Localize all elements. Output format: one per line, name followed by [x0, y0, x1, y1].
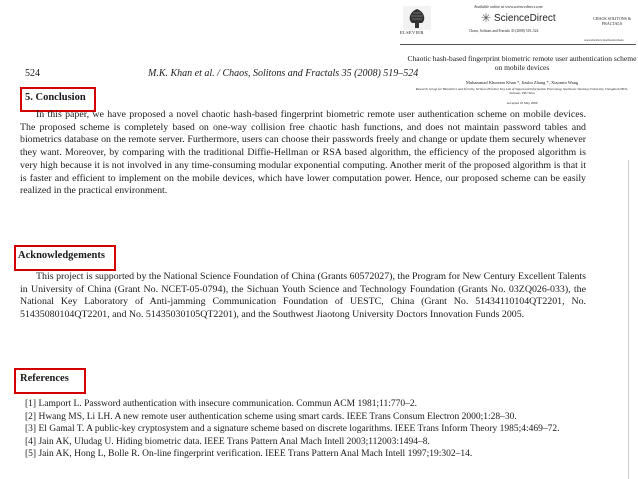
sciencedirect-logo-icon: ✳: [481, 11, 492, 25]
journal-title: CHAOS SOLITONS & FRACTALS: [593, 16, 631, 27]
article-title: Chaotic hash-based fingerprint biometric remote user authentication scheme on mobile devices: [407, 54, 637, 73]
running-head: M.K. Khan et al. / Chaos, Solitons and Fractals 35 (2008) 519–524: [148, 68, 419, 79]
reference-item: [3] El Gamal T. A public-key cryptosystem and a signature scheme based on discrete logarithms. IEEE Trans Inform Theory 1985;4:469–72.: [25, 424, 560, 434]
accepted-date: Accepted 22 May 2006: [506, 101, 538, 105]
reference-item: [2] Hwang MS, Li LH. A new remote user authentication scheme using smart cards. IEEE Trans Consum Electron 2000;1:28–30.: [25, 411, 517, 422]
sciencedirect-wordmark: ScienceDirect: [494, 13, 556, 24]
article-authors: Muhammad Khurram Khan *, Jiashu Zhang *, Xiaomin Wang: [465, 80, 579, 85]
references-heading: References: [20, 373, 69, 384]
availability-note: Available online at www.sciencedirect.com: [474, 4, 543, 9]
elsevier-tree-logo: [403, 6, 431, 30]
page-number: 524: [25, 68, 40, 79]
journal-info: Chaos, Solitons and Fractals 35 (2008) 519–524: [469, 29, 539, 33]
inset-divider: [400, 44, 636, 45]
section-number: 5.: [25, 92, 33, 103]
reference-item: [5] Jain AK, Hong L, Bolle R. On-line fingerprint verification. IEEE Trans Pattern Anal Mach Intell 1997;19:302–14.: [25, 449, 473, 459]
publisher-name: ELSEVIER: [400, 30, 424, 35]
acknowledgements-heading: Acknowledgements: [18, 250, 105, 261]
journal-url: www.elsevier.com/locate/chaos: [584, 38, 624, 42]
section-title: Conclusion: [35, 92, 86, 103]
reference-item: [1] Lamport L. Password authentication with insecure communication. Commun ACM 1981;11:770–2.: [25, 399, 417, 409]
reference-list: [25, 398, 590, 461]
conclusion-heading: [25, 92, 86, 103]
slide-edge-line: [628, 160, 629, 479]
acknowledgements-paragraph: This project is supported by the National Science Foundation of China (Grants 60572027), the Program for New Century Excellent Talents in University of China (Grant No. NCET-05-0794), the Sichuan Youth Science and Technology Foundation (Grants No. 03ZQ026-033), the National Key Laboratory of Anti-jamming Communication Foundation of UESTC, China (Grant No. 51434110104QT2201, No. 51435080104QT2201, and No. 51435030105QT2201), and the Southwest Jiaotong University Doctors Innovation Funds 2005.: [20, 271, 586, 321]
reference-item: [4] Jain AK, Uludag U. Hiding biometric data. IEEE Trans Pattern Anal Mach Intell 2003;112003:1494–8.: [25, 436, 430, 447]
conclusion-paragraph: In this paper, we have proposed a novel chaotic hash-based fingerprint biometric remote user authentication scheme on mobile devices. The proposed scheme is completely based on one-way collision free chaotic hash functions, and does not maintain password tables and biometrics database on the remote server. Furthermore, users can choose their passwords freely and change or update them securely whenever they want. Moreover, by comparing with the traditional Diffie-Hellman or RSA based algorithm, the efficiency of the proposed algorithm is very high because it is not involved in any time-consuming modular exponential computing. Another merit of the proposed algorithm is that it is faster and efficient to implement on the mobile devices, which have lower computation power. Hence, our proposed scheme can be easily realized in the practical environment.: [20, 109, 586, 197]
article-affiliation: Research Group for Biometrics and Security, Sichuan Province Key Lab of Signal and Information Processing, Southwest Jiaotong University, Chengdu 610031, Sichuan, PR China: [415, 87, 629, 95]
